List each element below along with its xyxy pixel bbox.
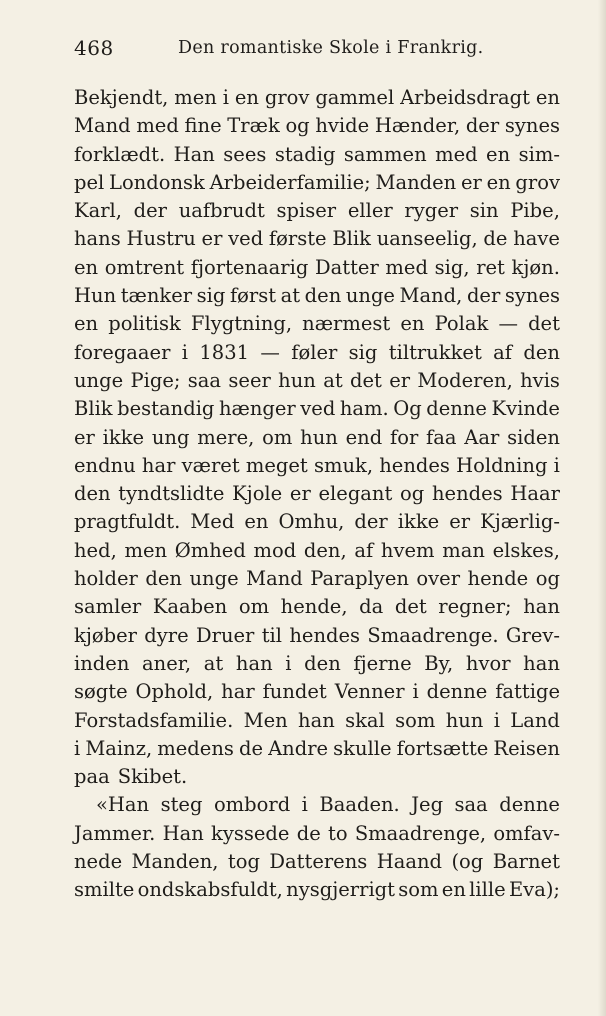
word: og xyxy=(400,482,425,506)
word: Londonsk xyxy=(109,170,205,194)
word: nærmest xyxy=(302,312,391,336)
word: hun xyxy=(278,368,316,392)
word: Ophold, xyxy=(135,680,214,704)
word: det xyxy=(350,368,382,392)
word: ryger xyxy=(404,199,459,223)
word: tiltrukket xyxy=(388,340,482,364)
word: holder xyxy=(74,567,138,591)
word: elskes, xyxy=(492,538,560,562)
word: der xyxy=(466,284,501,308)
word: Kaaben xyxy=(152,595,228,619)
word: fundet xyxy=(262,680,327,704)
word: hænger xyxy=(218,397,296,421)
word: Hustru xyxy=(126,227,196,251)
word: Hænder, xyxy=(374,114,461,138)
word: Datter xyxy=(314,255,379,279)
word: Hun xyxy=(74,284,117,308)
word: det xyxy=(394,595,427,619)
word: Kjærlig- xyxy=(480,510,560,534)
word: saa xyxy=(454,793,488,817)
word: den xyxy=(304,651,341,675)
word: første xyxy=(268,227,327,251)
word: har xyxy=(141,453,176,477)
word: i xyxy=(74,736,81,760)
word: Moderen, xyxy=(417,368,513,392)
word: have xyxy=(513,227,560,251)
word: ret xyxy=(476,255,505,279)
text-line xyxy=(74,282,560,310)
word: af xyxy=(354,538,374,562)
word: ved xyxy=(228,227,264,251)
word: Ømhed xyxy=(174,538,246,562)
page-header xyxy=(74,36,558,68)
word: at xyxy=(323,368,343,392)
word: politisk xyxy=(108,312,181,336)
word: i xyxy=(553,453,560,477)
word: mod xyxy=(253,538,297,562)
word: som xyxy=(398,878,439,902)
word: ham. xyxy=(339,397,389,421)
word: uafbrudt xyxy=(178,199,265,223)
word: skulle xyxy=(333,736,392,760)
word: er xyxy=(74,425,95,449)
word: og xyxy=(285,114,310,138)
word: en xyxy=(486,142,511,166)
word: for xyxy=(389,425,419,449)
word: synes xyxy=(504,114,560,138)
word: (og xyxy=(451,850,484,874)
word: de xyxy=(238,736,264,760)
word: Smaadrenge, xyxy=(354,821,487,845)
word: den xyxy=(304,284,342,308)
word: Omhu, xyxy=(278,510,345,534)
word: Jammer. xyxy=(74,821,156,845)
word: fjerne xyxy=(353,651,412,675)
word: hendes xyxy=(289,623,361,647)
word: Blik xyxy=(332,227,371,251)
word: By, xyxy=(424,651,454,675)
word: unge xyxy=(345,284,395,308)
word: i xyxy=(301,793,308,817)
word: men xyxy=(174,86,217,109)
word: Jeg xyxy=(411,793,444,817)
word: Venner xyxy=(334,680,405,704)
word: Flygtning, xyxy=(190,312,293,336)
word: denne xyxy=(426,397,487,421)
text-line xyxy=(74,537,560,565)
word: været xyxy=(181,453,240,477)
text-line xyxy=(74,424,560,452)
word: om xyxy=(262,425,293,449)
word: inden xyxy=(74,651,130,675)
word: er xyxy=(289,482,311,506)
word: Mand, xyxy=(399,284,463,308)
word: fattige xyxy=(495,680,560,704)
word: sammen xyxy=(343,142,427,166)
text-line xyxy=(74,197,560,225)
word: aner, xyxy=(142,651,192,675)
word: Træk xyxy=(227,114,280,138)
word: sig xyxy=(348,340,378,364)
word: skal xyxy=(345,708,385,732)
word: føler xyxy=(291,340,338,364)
word: han xyxy=(235,651,273,675)
word: ung xyxy=(151,425,190,449)
word: man xyxy=(442,538,485,562)
word: grov xyxy=(264,86,310,109)
word: Men xyxy=(243,708,288,732)
word: i xyxy=(412,680,419,704)
word: nysgjerrigt xyxy=(286,878,396,902)
word: Manden, xyxy=(131,850,219,874)
word: Druer xyxy=(195,623,255,647)
word: Mand xyxy=(74,114,131,138)
word: Skibet. xyxy=(117,765,188,789)
text-line xyxy=(74,678,560,706)
word: de xyxy=(483,227,508,251)
word: bestandig xyxy=(117,397,215,421)
word: en xyxy=(244,510,269,534)
word: siden xyxy=(507,425,560,449)
word: unge xyxy=(189,567,239,591)
word: med xyxy=(136,114,179,138)
word: lille xyxy=(469,878,506,902)
word: har xyxy=(221,680,255,704)
word: «Han xyxy=(96,793,150,817)
text-line xyxy=(74,310,560,338)
word: sees xyxy=(223,142,267,166)
word: samler xyxy=(74,595,142,619)
text-line xyxy=(74,141,560,169)
word: sig, xyxy=(434,255,470,279)
word: er xyxy=(201,227,223,251)
word: han xyxy=(523,651,560,675)
word: Paraplyen xyxy=(310,567,409,591)
word: Haand xyxy=(376,850,443,874)
word: forklædt. xyxy=(74,142,166,166)
word: der xyxy=(133,199,168,223)
word: Barnet xyxy=(492,850,560,874)
word: hende xyxy=(467,567,529,591)
word: at xyxy=(280,284,301,308)
word: først xyxy=(229,284,277,308)
word: Aar xyxy=(464,425,500,449)
word: — xyxy=(498,312,518,336)
word: der xyxy=(354,510,388,534)
word: en xyxy=(486,170,511,194)
text-line xyxy=(74,622,560,650)
word: hvem xyxy=(380,538,435,562)
word: ved xyxy=(300,397,336,421)
text-line xyxy=(74,169,560,197)
word: den, xyxy=(303,538,347,562)
text-line xyxy=(74,848,560,876)
word: ikke xyxy=(102,425,145,449)
word: Pibe, xyxy=(510,199,560,223)
word: i xyxy=(222,86,229,109)
word: med xyxy=(435,142,478,166)
word: Blik xyxy=(74,397,113,421)
word: Land xyxy=(510,708,560,732)
word: Arbeidsdragt xyxy=(400,86,530,109)
word: hvor xyxy=(465,651,511,675)
word: de xyxy=(296,821,321,845)
word: Han xyxy=(173,142,215,166)
word: unge xyxy=(74,368,124,392)
word: hvide xyxy=(315,114,370,138)
word: regner; xyxy=(438,595,512,619)
word: Holdning xyxy=(456,453,548,477)
text-line xyxy=(74,508,560,536)
word: til xyxy=(261,623,283,647)
word: er xyxy=(460,170,482,194)
word: Mainz, xyxy=(85,736,153,760)
text-line xyxy=(74,84,560,112)
text-line xyxy=(74,791,560,819)
text-line xyxy=(74,593,560,621)
word: Andre xyxy=(268,736,329,760)
text-line xyxy=(74,565,560,593)
word: om xyxy=(238,595,270,619)
word: Forstadsfamilie. xyxy=(74,708,234,732)
running-title: Den romantiske Skole i Frankrig. xyxy=(178,38,484,58)
word: den xyxy=(145,567,182,591)
word: Karl, xyxy=(74,199,122,223)
word: hans xyxy=(74,227,121,251)
word: steg xyxy=(160,793,203,817)
word: kjøber xyxy=(74,623,137,647)
word: en xyxy=(400,312,425,336)
word: kyssede xyxy=(211,821,290,845)
word: af xyxy=(493,340,513,364)
word: i xyxy=(493,708,500,732)
word: hendes xyxy=(431,482,503,506)
word: Bekjendt, xyxy=(74,86,169,109)
text-line xyxy=(74,367,560,395)
word: en xyxy=(234,86,259,109)
word: endnu xyxy=(74,453,136,477)
word: at xyxy=(203,651,224,675)
word: han xyxy=(298,708,335,732)
word: faa xyxy=(426,425,457,449)
word: som xyxy=(395,708,436,732)
text-line xyxy=(74,735,560,763)
word: da xyxy=(359,595,384,619)
word: nede xyxy=(74,850,123,874)
word: Og xyxy=(393,397,422,421)
word: fortsætte xyxy=(396,736,489,760)
text-line xyxy=(74,225,560,253)
text-line xyxy=(74,707,560,735)
word: — xyxy=(260,340,280,364)
word: gammel xyxy=(315,86,395,109)
word: eller xyxy=(347,199,393,223)
word: hun xyxy=(300,425,338,449)
word: en xyxy=(74,255,99,279)
word: Pige; xyxy=(130,368,181,392)
word: dyre xyxy=(144,623,189,647)
word: saa xyxy=(187,368,222,392)
word: synes xyxy=(504,284,560,308)
word: tænker xyxy=(120,284,193,308)
word: omtrent xyxy=(104,255,185,279)
word: Haar xyxy=(510,482,560,506)
word: denne xyxy=(499,793,560,817)
word: hun xyxy=(445,708,484,732)
word: end xyxy=(345,425,383,449)
word: den xyxy=(74,482,111,506)
word: hendes xyxy=(379,453,450,477)
word: Arbeiderfamilie; xyxy=(209,170,371,194)
word: sim- xyxy=(518,142,560,166)
word: ikke xyxy=(397,510,440,534)
word: Reisen xyxy=(493,736,560,760)
word: en xyxy=(441,878,466,902)
word: smilte xyxy=(74,878,135,902)
word: to xyxy=(328,821,348,845)
word: Grev- xyxy=(505,623,560,647)
word: hvis xyxy=(520,368,560,392)
text-line xyxy=(74,339,560,367)
text-line xyxy=(74,480,560,508)
word: Manden xyxy=(375,170,457,194)
word: søgte xyxy=(74,680,128,704)
word: ombord xyxy=(213,793,291,817)
word: meget xyxy=(245,453,308,477)
text-line xyxy=(74,112,560,140)
word: grov xyxy=(515,170,560,194)
word: Datterens xyxy=(269,850,368,874)
word: sin xyxy=(469,199,499,223)
page-edge-shadow xyxy=(598,0,606,1016)
word: Mand xyxy=(246,567,303,591)
word: foregaaer xyxy=(74,340,171,364)
text-line xyxy=(74,452,560,480)
word: omfav- xyxy=(493,821,560,845)
word: hende, xyxy=(280,595,348,619)
word: tog xyxy=(227,850,260,874)
word: Baaden. xyxy=(319,793,400,817)
word: uanseelig, xyxy=(376,227,478,251)
word: Han xyxy=(162,821,204,845)
word: tyndtslidte xyxy=(118,482,225,506)
word: sig xyxy=(196,284,226,308)
word: denne xyxy=(426,680,488,704)
word: en xyxy=(74,312,99,336)
word: i xyxy=(181,340,189,364)
word: Kjole xyxy=(232,482,283,506)
text-line xyxy=(74,820,560,848)
text-line xyxy=(74,650,560,678)
word: ondskabsfuldt, xyxy=(137,878,283,902)
word: der xyxy=(465,114,500,138)
body-text xyxy=(74,84,560,905)
word: Polak xyxy=(434,312,489,336)
word: pragtfuldt. xyxy=(74,510,181,534)
word: Kvinde xyxy=(491,397,560,421)
word: paa xyxy=(74,765,110,789)
text-line xyxy=(74,876,560,904)
text-line xyxy=(74,254,560,282)
word: mere, xyxy=(197,425,255,449)
word: det xyxy=(528,312,560,336)
word: er xyxy=(389,368,411,392)
word: er xyxy=(449,510,471,534)
word: fine xyxy=(184,114,222,138)
word: hed, xyxy=(74,538,117,562)
word: i xyxy=(285,651,292,675)
word: den xyxy=(523,340,560,364)
word: elegant xyxy=(318,482,393,506)
text-line xyxy=(74,395,560,423)
word: men xyxy=(124,538,168,562)
word: smuk, xyxy=(313,453,374,477)
word: og xyxy=(535,567,560,591)
text-line xyxy=(74,763,560,791)
word: medens xyxy=(157,736,234,760)
word: stadig xyxy=(274,142,336,166)
word: pel xyxy=(74,170,105,194)
word: kjøn. xyxy=(511,255,560,279)
page-number: 468 xyxy=(74,36,114,60)
word: han xyxy=(523,595,560,619)
word: 1831 xyxy=(199,340,250,364)
word: Eva); xyxy=(508,878,560,902)
word: fjortenaarig xyxy=(190,255,309,279)
word: Smaadrenge. xyxy=(367,623,499,647)
word: med xyxy=(385,255,428,279)
word: spiser xyxy=(276,199,337,223)
word: over xyxy=(416,567,461,591)
word: Med xyxy=(190,510,235,534)
word: en xyxy=(535,86,560,109)
word: seer xyxy=(228,368,271,392)
